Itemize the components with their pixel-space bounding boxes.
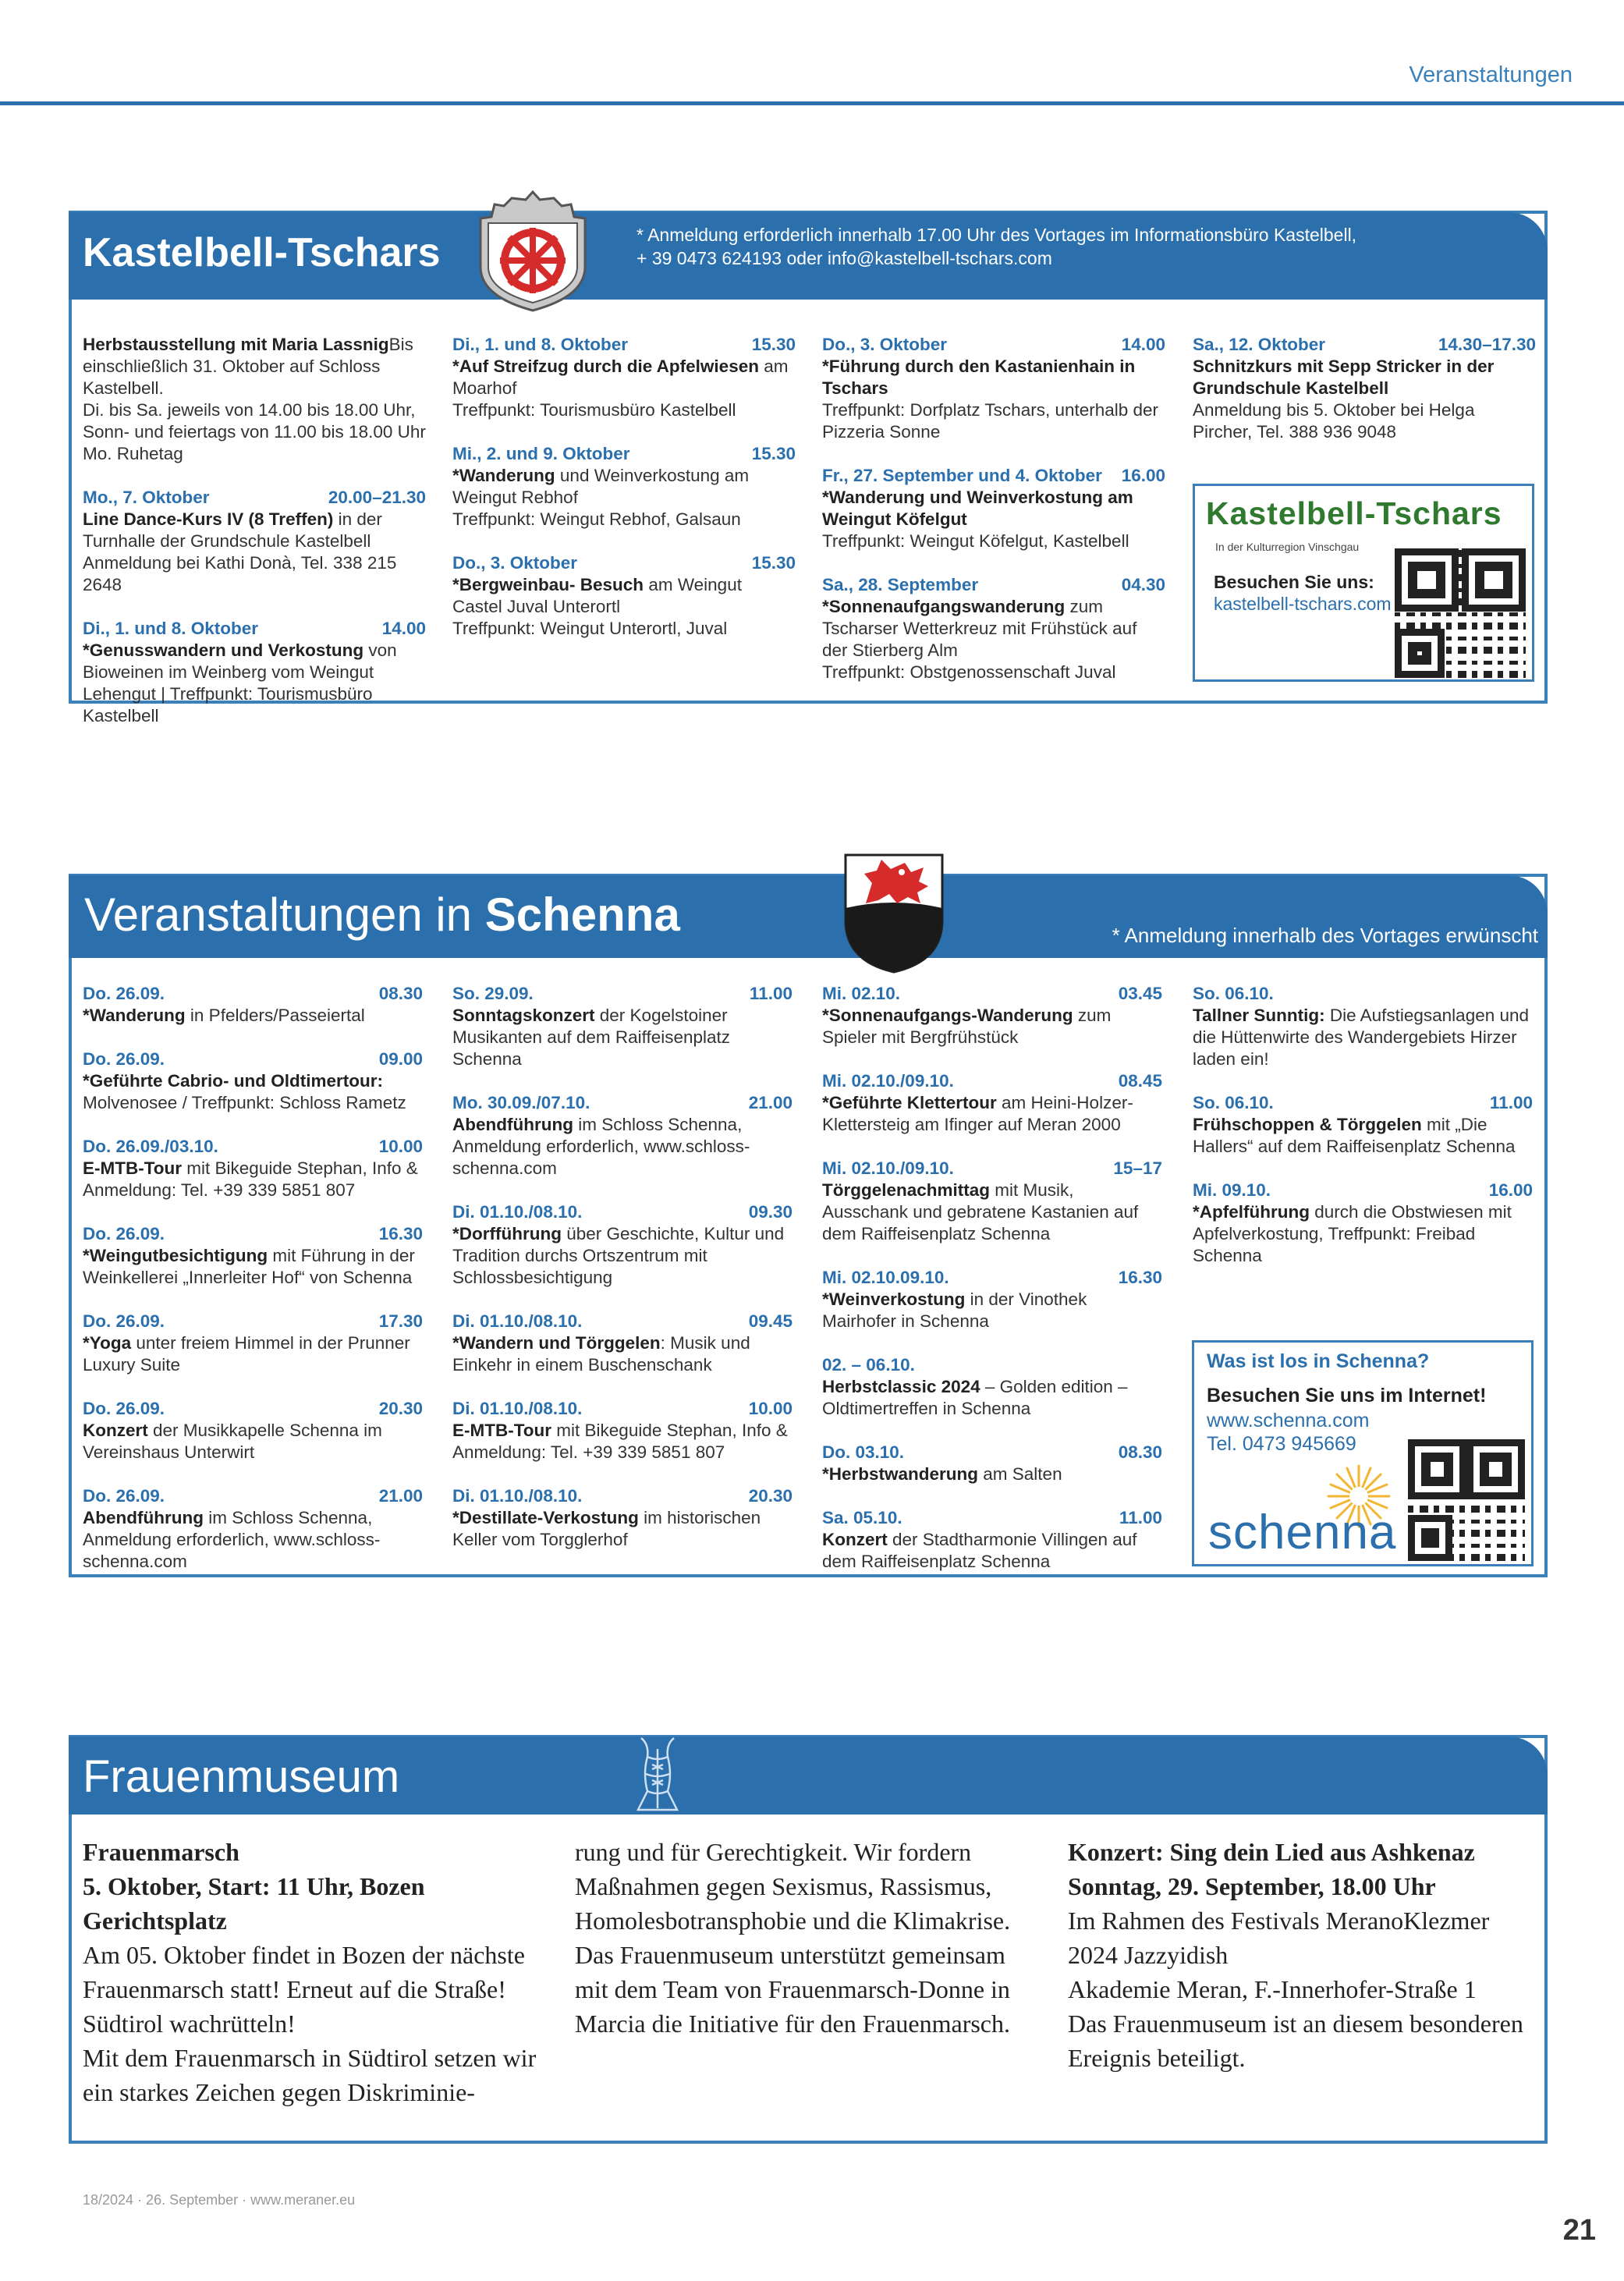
event-time: 08.45 [1118, 1071, 1162, 1091]
schenna-column [822, 983, 1162, 1595]
event-description [1193, 1114, 1533, 1158]
event-date: Do. 26.09./03.10. [83, 1137, 218, 1156]
schenna-logo: schenna [1208, 1506, 1397, 1559]
event-date-row [822, 1442, 1162, 1463]
schenna-event [83, 1048, 423, 1114]
event-date: Do., 3. Oktober [452, 553, 578, 573]
event-date-row [452, 1398, 792, 1420]
event-time: 14.00 [1121, 335, 1165, 354]
event-details: Anmeldung bis 5. Oktober bei Helga Pircher, Tel. 388 936 9048 [1193, 400, 1475, 442]
event-description [822, 1529, 1162, 1573]
event-details: unter freiem Himmel in der Prunner Luxury Suite [83, 1333, 410, 1375]
event-date: Do. 26.09. [83, 1049, 165, 1069]
event-details: mit Musik, Ausschank und gebratene Kastanien auf dem Raiffeisenplatz Schenna [822, 1180, 1139, 1243]
event-time: 15.30 [751, 553, 796, 573]
kastelbell-logo: Kastelbell-Tschars [1206, 495, 1502, 531]
event-details: mit Bikeguide Stephan, Info & Anmeldung: Tel. +39 339 5851 807 [452, 1421, 788, 1462]
event-time: 17.30 [378, 1311, 423, 1331]
event-description [452, 1005, 792, 1070]
event-date-row [83, 1485, 423, 1507]
event-date-row [822, 574, 1165, 596]
event-title: *Weinverkostung [822, 1289, 966, 1309]
event-title: *Apfelführung [1193, 1202, 1310, 1222]
event-title: *Destillate-Verkostung [452, 1508, 639, 1527]
kastelbell-event [452, 552, 796, 640]
event-description [822, 1092, 1162, 1136]
frauenmuseum-col3 [1068, 1835, 1536, 2075]
event-date-row [452, 1485, 792, 1507]
kastelbell-event [83, 487, 426, 596]
event-details: im Schloss Schenna, Anmeldung erforderlich, www.schloss-schenna.com [83, 1508, 381, 1571]
event-date: Do. 26.09. [83, 1399, 165, 1418]
event-date-row [83, 983, 423, 1005]
kastelbell-column [83, 334, 426, 749]
schenna-question: Was ist los in Schenna? [1207, 1350, 1430, 1372]
event-description [83, 1070, 423, 1114]
event-time: 11.00 [749, 984, 792, 1003]
frauenmuseum-col2: rung und für Gerechtigkeit. Wir fordern Maßnahmen gegen Sexismus, Rassismus, Homolesbotransphobie und die Klimakrise. Das Frauenmuseum unterstützt gemeinsam mit dem Team von Frauenmarsch-Donne in Marcia die Initiative für den Frauenmarsch. [575, 1838, 1011, 2038]
event-time: 21.00 [748, 1093, 792, 1112]
schenna-phone: Tel. 0473 945669 [1207, 1433, 1356, 1455]
event-details: Die Aufstiegsanlagen und die Hüttenwirte des Wandergebiets Hirzer laden ein! [1193, 1006, 1530, 1069]
event-title: *Wanderung [83, 1006, 186, 1025]
event-time: 14.30–17.30 [1438, 335, 1536, 354]
event-details: : Musik und Einkehr in einem Buschenschank [452, 1333, 750, 1375]
event-description [83, 1005, 423, 1027]
event-date-row [83, 487, 426, 509]
schenna-note: * Anmeldung innerhalb des Vortages erwünscht [1112, 924, 1538, 947]
kastelbell-event [83, 618, 426, 727]
top-rule [0, 101, 1624, 105]
event-description [83, 1332, 423, 1376]
event-description [822, 1180, 1162, 1245]
event-title: *Geführte Cabrio- und Oldtimertour: [83, 1071, 383, 1091]
event-date: So. 06.10. [1193, 984, 1274, 1003]
event-title: *Wandern und Törggelen [452, 1333, 661, 1353]
schenna-qr-code-icon[interactable] [1408, 1439, 1525, 1561]
event-date: Mi. 02.10.09.10. [822, 1268, 949, 1287]
event-details: und Weinverkostung am Weingut Rebhof Treffpunkt: Weingut Rebhof, Galsaun [452, 466, 750, 529]
schenna-coat-of-arms-icon [842, 852, 945, 975]
event-date-row [452, 334, 796, 356]
event-date: So. 06.10. [1193, 1093, 1274, 1112]
event-title: Abendführung [452, 1115, 573, 1134]
event-time: 14.00 [381, 619, 426, 638]
schenna-event [1193, 983, 1533, 1070]
event-title: Tallner Sunntig: [1193, 1006, 1325, 1025]
kastelbell-column [822, 334, 1165, 705]
event-description [83, 334, 426, 465]
event-date: Sa., 12. Oktober [1193, 335, 1326, 354]
event-title: E-MTB-Tour [452, 1421, 552, 1440]
event-description [1193, 1005, 1533, 1070]
event-date-row [452, 1201, 792, 1223]
event-title: *Yoga [83, 1333, 132, 1353]
event-time: 21.00 [378, 1486, 423, 1506]
event-time: 11.00 [1119, 1508, 1162, 1527]
schenna-event [83, 1311, 423, 1376]
schenna-event [452, 1201, 792, 1289]
kastelbell-title: Kastelbell-Tschars [83, 230, 441, 275]
event-title: *Wanderung [452, 466, 555, 485]
event-details: am Moarhof Treffpunkt: Tourismusbüro Kastelbell [452, 357, 789, 420]
event-description [452, 1507, 792, 1551]
event-title: *Dorfführung [452, 1224, 562, 1243]
event-description [822, 1005, 1162, 1048]
event-time: 15.30 [751, 335, 796, 354]
event-details: von Bioweinen im Weinberg vom Weingut Lehengut | Treffpunkt: Tourismusbüro Kastelbell [83, 640, 397, 725]
event-title: Schnitzkurs mit Sepp Stricker in der Grundschule Kastelbell [1193, 357, 1495, 398]
event-date: Fr., 27. September und 4. Oktober [822, 466, 1102, 485]
konzert-text: Im Rahmen des Festivals MeranoKlezmer 2024 Jazzyidish Akademie Meran, F.-Innerhofer-Straße 1 Das Frauenmuseum ist an diesem besonderen Ereignis beteiligt. [1068, 1907, 1523, 2072]
event-details: im historischen Keller vom Torgglerhof [452, 1508, 761, 1549]
schenna-event [452, 1311, 792, 1376]
schenna-visit-label: Besuchen Sie uns im Internet! [1207, 1385, 1487, 1407]
event-time: 10.00 [748, 1399, 792, 1418]
event-date-row [1193, 983, 1533, 1005]
event-details: durch die Obstwiesen mit Apfelverkostung, Treffpunkt: Freibad Schenna [1193, 1202, 1512, 1265]
event-date-row [822, 1070, 1162, 1092]
event-title: *Sonnenaufgangswanderung [822, 597, 1066, 616]
event-time: 09.30 [748, 1202, 792, 1222]
event-description [452, 1223, 792, 1289]
event-description [83, 1245, 423, 1289]
event-date: Do. 26.09. [83, 984, 165, 1003]
event-title: *Weingutbesichtigung [83, 1246, 268, 1265]
event-description [83, 1420, 423, 1463]
schenna-event [83, 1485, 423, 1573]
event-date: Di., 1. und 8. Oktober [452, 335, 629, 354]
kastelbell-event [822, 334, 1165, 443]
event-time: 10.00 [378, 1137, 423, 1156]
event-description [822, 1463, 1162, 1485]
event-time: 09.45 [748, 1311, 792, 1331]
event-date-row [452, 443, 796, 465]
event-details: Bis einschließlich 31. Oktober auf Schloss Kastelbell. Di. bis Sa. jeweils von 14.00 bis 18.00 Uhr, Sonn- und feiertags von 11.00 bis 18.00 Uhr Mo. Ruhetag [83, 335, 426, 463]
frauenmarsch-text: Am 05. Oktober findet in Bozen der nächste Frauenmarsch statt! Erneut auf die Straße! Südtirol wachrütteln! Mit dem Frauenmarsch in Südtirol setzen wir ein starkes Zeichen gegen Diskriminie- [83, 1941, 537, 2106]
event-details: Treffpunkt: Dorfplatz Tschars, unterhalb der Pizzeria Sonne [822, 400, 1159, 442]
schenna-event [822, 1158, 1162, 1245]
frauenmarsch-heading: Frauenmarsch 5. Oktober, Start: 11 Uhr, Bozen Gerichtsplatz [83, 1838, 425, 1935]
kastelbell-visit-label: Besuchen Sie uns: [1214, 572, 1374, 592]
schenna-event [1193, 1180, 1533, 1267]
schenna-event [1193, 1092, 1533, 1158]
event-details: am Heini-Holzer-Klettersteig am Ifinger auf Meran 2000 [822, 1093, 1133, 1134]
event-title: Konzert [83, 1421, 148, 1440]
frauenmuseum-header [69, 1736, 1548, 1815]
kastelbell-event [83, 334, 426, 465]
event-details: Molvenosee / Treffpunkt: Schloss Rametz [83, 1093, 406, 1112]
event-date: Do., 3. Oktober [822, 335, 948, 354]
page-number: 21 [1562, 2214, 1596, 2247]
event-description [83, 640, 426, 727]
event-date: Do. 26.09. [83, 1224, 165, 1243]
schenna-event [83, 1398, 423, 1463]
event-time: 20.30 [378, 1399, 423, 1418]
event-date: 02. – 06.10. [822, 1355, 915, 1375]
schenna-event [822, 1507, 1162, 1573]
kastelbell-event [1193, 334, 1536, 443]
schenna-event [83, 983, 423, 1027]
event-title: Frühschoppen & Törggelen [1193, 1115, 1422, 1134]
corset-icon [630, 1733, 685, 1815]
event-description [452, 1420, 792, 1463]
event-description [452, 465, 796, 530]
kastelbell-event [452, 443, 796, 530]
event-description [822, 1376, 1162, 1420]
schenna-column [1193, 983, 1533, 1289]
event-date: Di. 01.10./08.10. [452, 1311, 583, 1331]
event-details: der Stadtharmonie Villingen auf dem Raiffeisenplatz Schenna [822, 1530, 1137, 1571]
event-title: Herbstausstellung mit Maria Lassnig [83, 335, 389, 354]
event-title: Konzert [822, 1530, 888, 1549]
event-time: 03.45 [1118, 984, 1162, 1003]
event-details: am Weingut Castel Juval Unterortl Treffpunkt: Weingut Unterortl, Juval [452, 575, 742, 638]
schenna-event [452, 1398, 792, 1463]
event-date-row [83, 1223, 423, 1245]
event-time: 15.30 [751, 444, 796, 463]
event-details: in der Turnhalle der Grundschule Kastelbell Anmeldung bei Kathi Donà, Tel. 338 215 2648 [83, 509, 397, 594]
event-date-row [452, 552, 796, 574]
event-date: So. 29.09. [452, 984, 534, 1003]
schenna-event [822, 1267, 1162, 1332]
event-title: *Führung durch den Kastanienhain in Tschars [822, 357, 1136, 398]
event-details: mit Führung in der Weinkellerei „Innerleiter Hof“ von Schenna [83, 1246, 415, 1287]
event-time: 16.30 [378, 1224, 423, 1243]
event-date-row [83, 1311, 423, 1332]
section-label: Veranstaltungen [1409, 62, 1573, 87]
kastelbell-note-line2: + 39 0473 624193 oder info@kastelbell-tschars.com [636, 248, 1052, 268]
event-date-row [822, 1507, 1162, 1529]
frauenmuseum-title: Frauenmuseum [83, 1751, 400, 1802]
event-details: in Pfelders/Passeiertal [185, 1006, 365, 1025]
event-description [83, 1507, 423, 1573]
event-date: Mi. 02.10./09.10. [822, 1158, 954, 1178]
event-details: zum Spieler mit Bergfrühstück [822, 1006, 1112, 1047]
event-details: über Geschichte, Kultur und Tradition durchs Ortszentrum mit Schlossbesichtigung [452, 1224, 785, 1287]
kastelbell-event [822, 574, 1165, 683]
event-description [1193, 1201, 1533, 1267]
event-date-row [1193, 1092, 1533, 1114]
event-time: 16.00 [1121, 466, 1165, 485]
kastelbell-column [1193, 334, 1536, 465]
kastelbell-note-line1: * Anmeldung erforderlich innerhalb 17.00 Uhr des Vortages im Informationsbüro Kastelbell, [636, 225, 1357, 245]
event-description [452, 356, 796, 421]
kastelbell-logo-sub: In der Kulturregion Vinschgau [1215, 541, 1360, 553]
schenna-event [822, 1354, 1162, 1420]
schenna-event [822, 1070, 1162, 1136]
event-date-row [83, 1136, 423, 1158]
event-date: Mo. 30.09./07.10. [452, 1093, 590, 1112]
event-details: zum Tscharser Wetterkreuz mit Frühstück auf der Stierberg Alm Treffpunkt: Obstgenossenschaft Juval [822, 597, 1137, 682]
event-date: Mi., 2. und 9. Oktober [452, 444, 630, 463]
event-date-row [822, 465, 1165, 487]
event-description [452, 1114, 792, 1180]
event-date-row [1193, 1180, 1533, 1201]
event-date: Do. 26.09. [83, 1486, 165, 1506]
schenna-ad [1192, 1340, 1534, 1566]
event-description [822, 356, 1165, 443]
event-date-row [83, 618, 426, 640]
kastelbell-note [636, 223, 1356, 270]
event-date: Di. 01.10./08.10. [452, 1399, 583, 1418]
event-details: – Golden edition – Oldtimertreffen in Schenna [822, 1377, 1128, 1418]
event-title: Törggelenachmittag [822, 1180, 991, 1200]
event-date-row [822, 1354, 1162, 1376]
event-title: *Herbstwanderung [822, 1464, 979, 1484]
schenna-event [83, 1223, 423, 1289]
event-time: 04.30 [1121, 575, 1165, 594]
event-time: 15–17 [1113, 1158, 1162, 1178]
event-details: mit Bikeguide Stephan, Info & Anmeldung: Tel. +39 339 5851 807 [83, 1158, 418, 1200]
event-description [452, 574, 796, 640]
event-time: 11.00 [1489, 1093, 1533, 1112]
event-title: Abendführung [83, 1508, 204, 1527]
event-description [822, 487, 1165, 552]
schenna-event [822, 1442, 1162, 1485]
event-details: im Schloss Schenna, Anmeldung erforderlich, www.schloss-schenna.com [452, 1115, 750, 1178]
event-date: Sa., 28. September [822, 575, 979, 594]
event-date: Do. 03.10. [822, 1442, 905, 1462]
schenna-column [452, 983, 792, 1573]
event-description [452, 1332, 792, 1376]
event-details: der Kogelstoiner Musikanten auf dem Raiffeisenplatz Schenna [452, 1006, 731, 1069]
event-time: 16.30 [1118, 1268, 1162, 1287]
event-description [822, 1289, 1162, 1332]
event-details: Treffpunkt: Weingut Köfelgut, Kastelbell [822, 531, 1129, 551]
event-description [83, 1158, 423, 1201]
schenna-header [69, 875, 1548, 958]
event-date: Di. 01.10./08.10. [452, 1202, 583, 1222]
schenna-event [452, 1092, 792, 1180]
event-title: *Bergweinbau- Besuch [452, 575, 644, 594]
kastelbell-ad [1193, 484, 1534, 682]
event-description [822, 596, 1165, 683]
footer-issue: 18/2024 · 26. September · www.meraner.eu [83, 2192, 356, 2208]
schenna-title: Veranstaltungen in Schenna [84, 889, 680, 941]
event-title: Line Dance-Kurs IV (8 Treffen) [83, 509, 334, 529]
event-details: in der Vinothek Mairhofer in Schenna [822, 1289, 1087, 1331]
event-time: 16.00 [1488, 1180, 1533, 1200]
event-date: Mi. 02.10./09.10. [822, 1071, 954, 1091]
event-date-row [822, 983, 1162, 1005]
kastelbell-url-link[interactable]: kastelbell-tschars.com [1214, 594, 1392, 614]
event-description [83, 509, 426, 596]
event-date: Do. 26.09. [83, 1311, 165, 1331]
event-title: *Wanderung und Weinverkostung am Weingut Köfelgut [822, 488, 1133, 529]
event-date: Mo., 7. Oktober [83, 488, 210, 507]
event-date-row [822, 334, 1165, 356]
event-date-row [83, 1398, 423, 1420]
event-time: 20.30 [748, 1486, 792, 1506]
event-date: Di., 1. und 8. Oktober [83, 619, 259, 638]
event-time: 08.30 [1118, 1442, 1162, 1462]
event-date-row [1193, 334, 1536, 356]
event-date-row [452, 1311, 792, 1332]
schenna-event [83, 1136, 423, 1201]
event-time: 20.00–21.30 [328, 488, 426, 507]
kastelbell-qr-code-icon[interactable] [1395, 548, 1526, 678]
event-title: *Genusswandern und Verkostung [83, 640, 364, 660]
kastelbell-event [452, 334, 796, 421]
event-date: Di. 01.10./08.10. [452, 1486, 583, 1506]
schenna-column [83, 983, 423, 1595]
event-date-row [452, 1092, 792, 1114]
konzert-heading: Konzert: Sing dein Lied aus Ashkenaz Sonntag, 29. September, 18.00 Uhr [1068, 1838, 1475, 1900]
schenna-url-link[interactable]: www.schenna.com [1207, 1410, 1370, 1431]
event-date: Mi. 02.10. [822, 984, 901, 1003]
frauenmuseum-col1 [83, 1835, 551, 2109]
schenna-event [452, 1485, 792, 1551]
event-date-row [822, 1267, 1162, 1289]
event-date-row [452, 983, 792, 1005]
event-date: Sa. 05.10. [822, 1508, 902, 1527]
event-title: Sonntagskonzert [452, 1006, 595, 1025]
event-details: am Salten [978, 1464, 1062, 1484]
event-title: *Geführte Klettertour [822, 1093, 997, 1112]
event-details: der Musikkapelle Schenna im Vereinshaus Unterwirt [83, 1421, 382, 1462]
kastelbell-coat-of-arms-icon [477, 189, 588, 314]
event-title: Herbstclassic 2024 [822, 1377, 980, 1396]
event-title: *Auf Streifzug durch die Apfelwiesen [452, 357, 759, 376]
event-time: 08.30 [378, 984, 423, 1003]
event-date-row [822, 1158, 1162, 1180]
event-time: 09.00 [378, 1049, 423, 1069]
schenna-event [452, 983, 792, 1070]
event-title: *Sonnenaufgangs-Wanderung [822, 1006, 1073, 1025]
schenna-event [822, 983, 1162, 1048]
event-details: mit „Die Hallers“ auf dem Raiffeisenplatz Schenna [1193, 1115, 1516, 1156]
kastelbell-event [822, 465, 1165, 552]
kastelbell-header [69, 212, 1548, 300]
event-description [1193, 356, 1536, 443]
event-date: Mi. 09.10. [1193, 1180, 1271, 1200]
event-date-row [83, 1048, 423, 1070]
event-title: E-MTB-Tour [83, 1158, 183, 1178]
kastelbell-column [452, 334, 796, 662]
